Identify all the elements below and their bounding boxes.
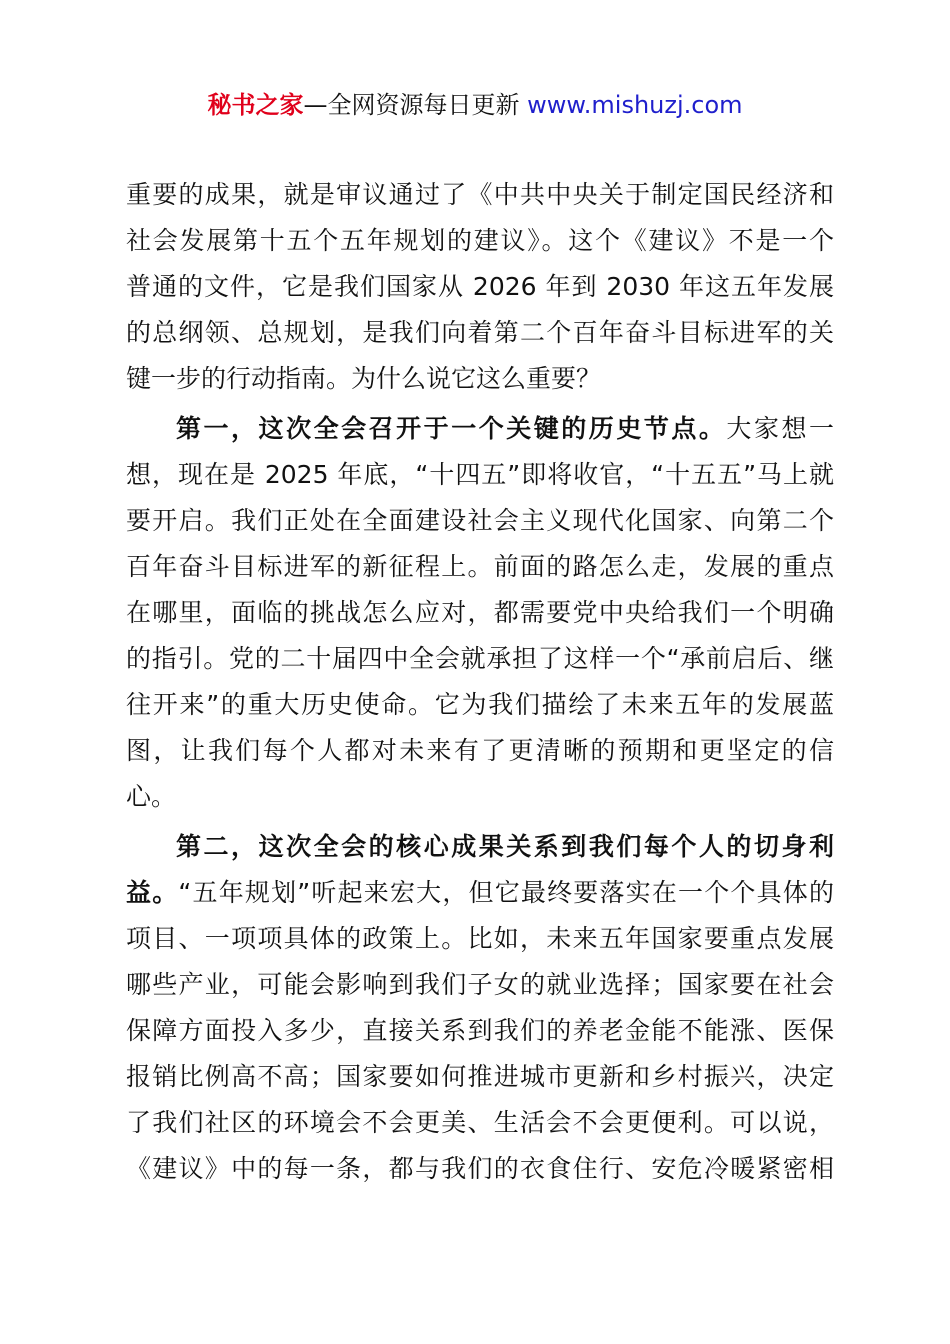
text-line: 的指引。党的二十届四中全会就承担了这样一个“承前启后、继 [126,644,834,673]
paragraph-3 [126,824,834,1192]
header-tagline: —全网资源每日更新 [303,91,528,119]
text-line: 普通的文件，它是我们国家从 2026 年到 2030 年这五年发展 [126,272,834,301]
text-line: 百年奋斗目标进军的新征程上。前面的路怎么走，发展的重点 [126,552,834,581]
text-line [126,406,834,452]
text-line: 图，让我们每个人都对未来有了更清晰的预期和更坚定的信 [126,736,834,765]
text-line [126,870,834,916]
text-line: 报销比例高不高；国家要如何推进城市更新和乡村振兴，决定 [126,1062,834,1091]
text-run: “五年规划”听起来宏大，但它最终要落实在一个个具体的 [178,878,834,907]
text-line: 的总纲领、总规划，是我们向着第二个百年奋斗目标进军的关 [126,318,834,347]
text-line: 社会发展第十五个五年规划的建议》。这个《建议》不是一个 [126,226,834,255]
text-line: 在哪里，面临的挑战怎么应对，都需要党中央给我们一个明确 [126,598,834,627]
text-line: 心。 [126,782,177,811]
text-line: 键一步的行动指南。为什么说它这么重要？ [126,364,602,393]
paragraph-heading: 第二，这次全会的核心成果关系到我们每个人的切身利 [176,832,834,861]
text-line: 《建议》中的每一条，都与我们的衣食住行、安危冷暖紧密相 [126,1154,834,1183]
site-header [0,88,950,122]
brand-name: 秘书之家 [207,91,304,119]
text-line: 想，现在是 2025 年底，“十四五”即将收官，“十五五”马上就 [126,460,834,489]
text-line: 保障方面投入多少，直接关系到我们的养老金能不能涨、医保 [126,1016,834,1045]
document-body [126,172,834,1192]
paragraph-1 [126,172,834,402]
text-line: 往开来”的重大历史使命。它为我们描绘了未来五年的发展蓝 [126,690,834,719]
text-run: 大家想一 [726,414,834,443]
text-line: 项目、一项项具体的政策上。比如，未来五年国家要重点发展 [126,924,834,953]
text-line: 重要的成果，就是审议通过了《中共中央关于制定国民经济和 [126,180,834,209]
paragraph-2 [126,406,834,820]
text-line: 哪些产业，可能会影响到我们子女的就业选择；国家要在社会 [126,970,834,999]
paragraph-heading: 第一，这次全会召开于一个关键的历史节点。 [176,414,727,443]
site-url-link[interactable]: www.mishuzj.com [527,91,743,119]
paragraph-heading-end: 益。 [126,878,179,907]
text-line: 了我们社区的环境会不会更美、生活会不会更便利。可以说， [126,1108,834,1137]
text-line: 要开启。我们正处在全面建设社会主义现代化国家、向第二个 [126,506,834,535]
